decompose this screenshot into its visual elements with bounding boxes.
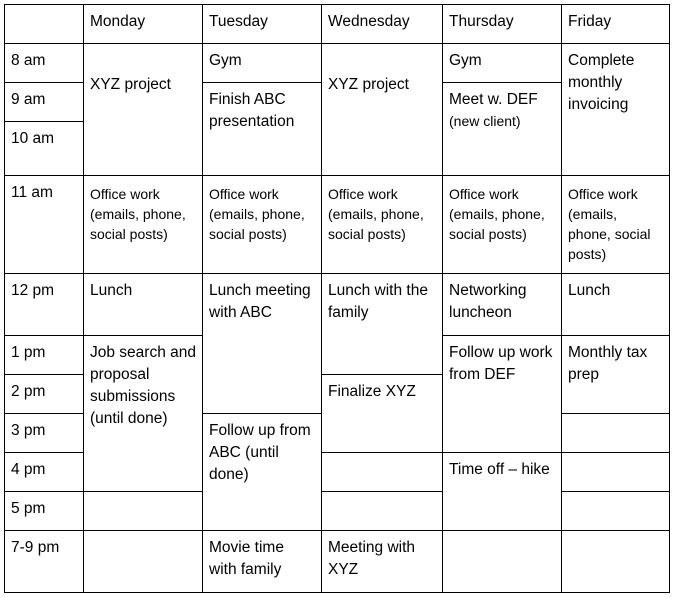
- weekly-schedule-table: [4, 4, 670, 593]
- tuesday-lunch-abc: Lunch meeting with ABC: [203, 274, 322, 414]
- tuesday-finish-abc: Finish ABC presentation: [203, 83, 322, 176]
- time-label-1pm: 1 pm: [5, 336, 84, 375]
- time-label-10am: 10 am: [5, 122, 84, 176]
- day-header-wednesday: Wednesday: [322, 5, 443, 44]
- empty-cell: [562, 453, 670, 492]
- day-header-tuesday: Tuesday: [203, 5, 322, 44]
- meet-def-note: (new client): [449, 113, 521, 129]
- friday-lunch: Lunch: [562, 274, 670, 336]
- corner-cell: [5, 5, 84, 44]
- time-label-11am: 11 am: [5, 176, 84, 274]
- wednesday-finalize-xyz: Finalize XYZ: [322, 375, 443, 453]
- row-7-9pm: [5, 531, 670, 593]
- empty-cell: [322, 492, 443, 531]
- header-row: [5, 5, 670, 44]
- meet-def-label: Meet w. DEF: [449, 91, 538, 108]
- thursday-networking-luncheon: Networking luncheon: [443, 274, 562, 336]
- wednesday-office-work: Office work (emails, phone, social posts): [322, 176, 443, 274]
- monday-xyz-project: XYZ project: [84, 44, 203, 176]
- time-label-7-9pm: 7-9 pm: [5, 531, 84, 593]
- friday-monthly-tax: Monthly tax prep: [562, 336, 670, 414]
- empty-cell: [562, 492, 670, 531]
- day-header-thursday: Thursday: [443, 5, 562, 44]
- friday-office-work: Office work (emails, phone, social posts): [562, 176, 670, 274]
- day-header-monday: Monday: [84, 5, 203, 44]
- tuesday-movie-time: Movie time with family: [203, 531, 322, 593]
- time-label-9am: 9 am: [5, 83, 84, 122]
- thursday-gym: Gym: [443, 44, 562, 83]
- time-label-5pm: 5 pm: [5, 492, 84, 531]
- thursday-time-off: Time off – hike: [443, 453, 562, 531]
- day-header-friday: Friday: [562, 5, 670, 44]
- monday-office-work: Office work (emails, phone, social posts): [84, 176, 203, 274]
- row-11am: [5, 176, 670, 274]
- friday-monthly-invoicing: Complete monthly invoicing: [562, 44, 670, 176]
- row-8am: [5, 44, 670, 83]
- empty-cell: [84, 492, 203, 531]
- time-label-2pm: 2 pm: [5, 375, 84, 414]
- monday-job-search: Job search and proposal submissions (until done): [84, 336, 203, 492]
- empty-cell: [84, 531, 203, 593]
- wednesday-xyz-project: XYZ project: [322, 44, 443, 176]
- thursday-meet-def: [443, 83, 562, 176]
- time-label-12pm: 12 pm: [5, 274, 84, 336]
- empty-cell: [562, 414, 670, 453]
- monday-lunch: Lunch: [84, 274, 203, 336]
- empty-cell: [322, 453, 443, 492]
- thursday-office-work: Office work (emails, phone, social posts): [443, 176, 562, 274]
- time-label-4pm: 4 pm: [5, 453, 84, 492]
- tuesday-follow-up-abc: Follow up from ABC (until done): [203, 414, 322, 531]
- row-12pm: [5, 274, 670, 336]
- tuesday-gym: Gym: [203, 44, 322, 83]
- wednesday-meeting-xyz: Meeting with XYZ: [322, 531, 443, 593]
- thursday-follow-up-def: Follow up work from DEF: [443, 336, 562, 453]
- tuesday-office-work: Office work (emails, phone, social posts): [203, 176, 322, 274]
- wednesday-lunch-family: Lunch with the family: [322, 274, 443, 375]
- time-label-8am: 8 am: [5, 44, 84, 83]
- row-5pm: [5, 492, 670, 531]
- time-label-3pm: 3 pm: [5, 414, 84, 453]
- empty-cell: [443, 531, 562, 593]
- empty-cell: [562, 531, 670, 593]
